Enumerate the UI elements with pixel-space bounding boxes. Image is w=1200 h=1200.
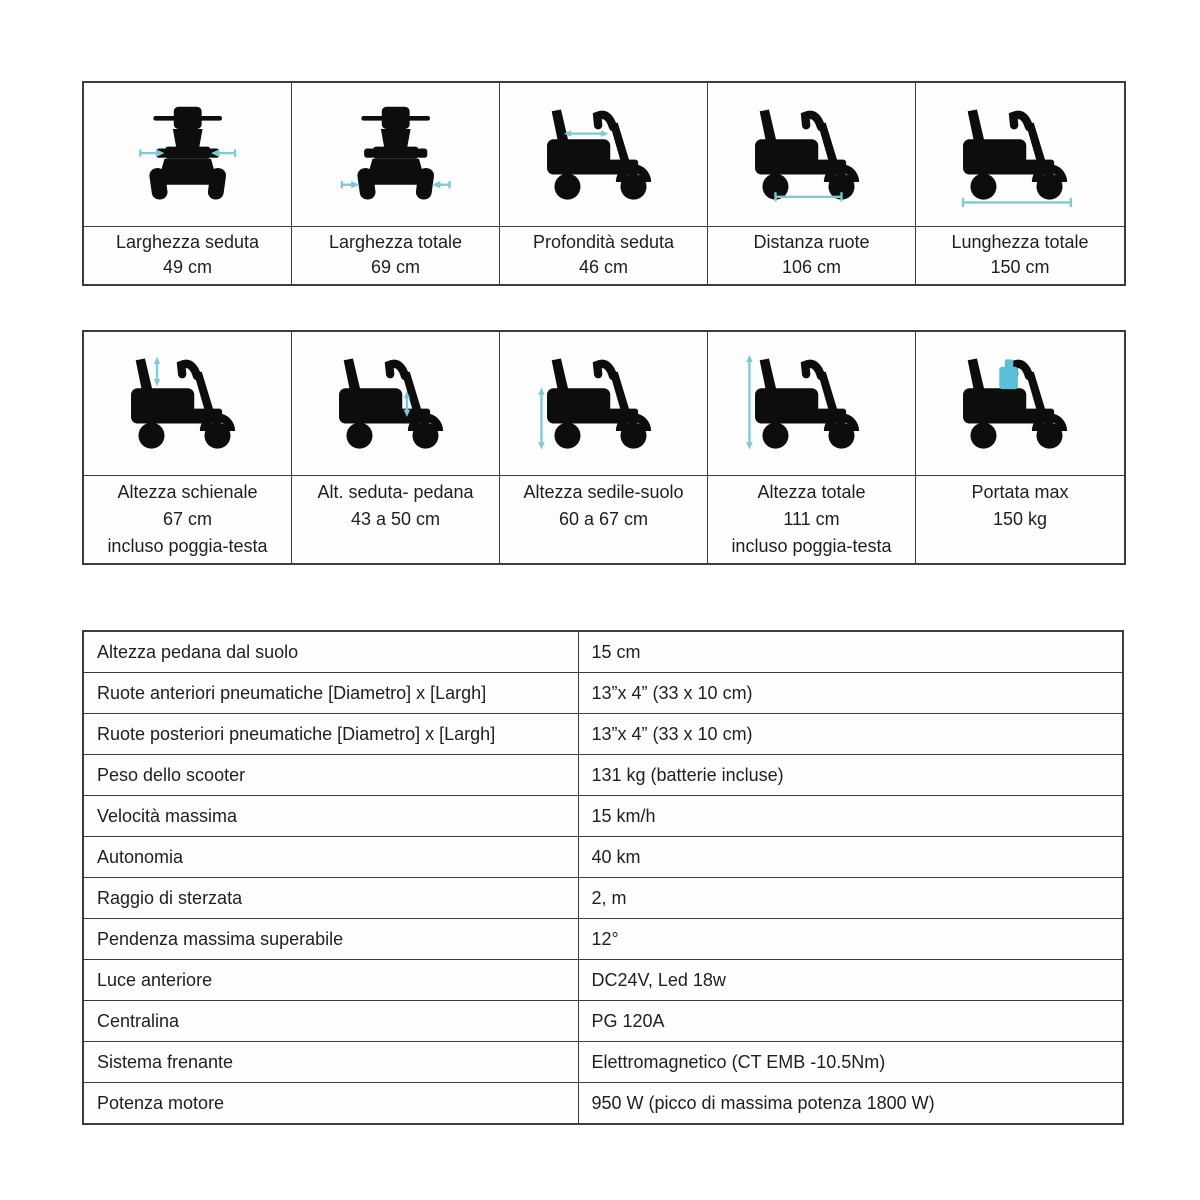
dimension-value: 69 cm bbox=[370, 257, 421, 277]
dim-cell-seat-width bbox=[84, 83, 292, 284]
seat-depth-icon bbox=[500, 83, 707, 227]
table-row bbox=[83, 1042, 1123, 1083]
dim-cell-total-width bbox=[292, 83, 500, 284]
dimension-label: Altezza sedile-suolo bbox=[523, 482, 684, 502]
scooter-front-view-icon bbox=[340, 103, 451, 207]
dim-label-box bbox=[708, 227, 915, 284]
dimension-value: 150 kg bbox=[992, 509, 1048, 529]
dimension-label: Altezza schienale bbox=[117, 482, 258, 502]
table-row bbox=[83, 755, 1123, 796]
dimension-value: 43 a 50 cm bbox=[350, 509, 441, 529]
seat-ground-height-icon bbox=[500, 332, 707, 476]
spec-value: 950 W (picco di massima potenza 1800 W) bbox=[578, 1083, 1123, 1125]
dimension-note: incluso poggia-testa bbox=[731, 536, 892, 556]
total-length-icon bbox=[916, 83, 1124, 227]
dimension-label: Profondità seduta bbox=[532, 232, 675, 252]
dimension-value: 46 cm bbox=[578, 257, 629, 277]
spec-label: Peso dello scooter bbox=[83, 755, 578, 796]
spec-label: Ruote anteriori pneumatiche [Diametro] x [Largh] bbox=[83, 673, 578, 714]
spec-label: Luce anteriore bbox=[83, 960, 578, 1001]
table-row bbox=[83, 1001, 1123, 1042]
dimension-label: Alt. seduta- pedana bbox=[317, 482, 474, 502]
table-row bbox=[83, 631, 1123, 673]
dimension-value: 106 cm bbox=[781, 257, 842, 277]
spec-value: 131 kg (batterie incluse) bbox=[578, 755, 1123, 796]
dimension-label: Distanza ruote bbox=[753, 232, 870, 252]
dimension-value: 150 cm bbox=[990, 257, 1050, 277]
dim-label-box bbox=[84, 476, 291, 563]
spec-value: 2, m bbox=[578, 878, 1123, 919]
spec-value: 13”x 4” (33 x 10 cm) bbox=[578, 714, 1123, 755]
dimension-note: incluso poggia-testa bbox=[107, 536, 268, 556]
scooter-side-view-icon bbox=[742, 351, 881, 457]
dim-label-box bbox=[916, 227, 1124, 284]
seat-footboard-height-icon bbox=[292, 332, 499, 476]
dim-cell-max-load bbox=[916, 332, 1124, 563]
spec-value: 13”x 4” (33 x 10 cm) bbox=[578, 673, 1123, 714]
dim-cell-seat-depth bbox=[500, 83, 708, 284]
dim-label-box bbox=[500, 227, 707, 284]
dimension-value: 111 cm bbox=[783, 509, 840, 529]
total-width-icon bbox=[292, 83, 499, 227]
total-height-icon bbox=[708, 332, 915, 476]
dimension-value: 67 cm bbox=[162, 509, 213, 529]
dim-cell-wheel-distance bbox=[708, 83, 916, 284]
spec-label: Velocità massima bbox=[83, 796, 578, 837]
table-row bbox=[83, 796, 1123, 837]
spec-value: 15 cm bbox=[578, 631, 1123, 673]
spec-label: Autonomia bbox=[83, 837, 578, 878]
spec-label: Altezza pedana dal suolo bbox=[83, 631, 578, 673]
backrest-height-icon bbox=[84, 332, 291, 476]
dimension-label: Larghezza totale bbox=[328, 232, 463, 252]
dimensions-table-heights bbox=[82, 330, 1126, 565]
scooter-side-view-icon bbox=[326, 351, 465, 457]
scooter-side-view-icon bbox=[534, 351, 673, 457]
table-row bbox=[83, 878, 1123, 919]
spec-label: Centralina bbox=[83, 1001, 578, 1042]
max-load-icon bbox=[916, 332, 1124, 476]
spec-label: Potenza motore bbox=[83, 1083, 578, 1125]
dim-label-box bbox=[500, 476, 707, 563]
wheel-distance-icon bbox=[708, 83, 915, 227]
dimension-label: Larghezza seduta bbox=[115, 232, 260, 252]
dim-label-box bbox=[708, 476, 915, 563]
spec-value: Elettromagnetico (CT EMB -10.5Nm) bbox=[578, 1042, 1123, 1083]
scooter-side-view-with-weight-icon bbox=[950, 351, 1089, 457]
dimension-label: Altezza totale bbox=[757, 482, 866, 502]
dimension-value: 49 cm bbox=[162, 257, 213, 277]
dim-cell-total-length bbox=[916, 83, 1124, 284]
dim-label-box bbox=[292, 227, 499, 284]
scooter-side-view-icon bbox=[534, 102, 673, 208]
scooter-side-view-icon bbox=[118, 351, 257, 457]
spec-value: DC24V, Led 18w bbox=[578, 960, 1123, 1001]
dimension-label: Portata max bbox=[971, 482, 1069, 502]
table-row bbox=[83, 837, 1123, 878]
seat-width-icon bbox=[84, 83, 291, 227]
spec-value: PG 120A bbox=[578, 1001, 1123, 1042]
table-row bbox=[83, 673, 1123, 714]
dim-label-box bbox=[292, 476, 499, 563]
scooter-side-view-icon bbox=[742, 102, 881, 208]
dim-cell-seat-ground-height bbox=[500, 332, 708, 563]
dimensions-table-widths bbox=[82, 81, 1126, 286]
spec-label: Sistema frenante bbox=[83, 1042, 578, 1083]
scooter-front-view-icon bbox=[132, 103, 243, 207]
dim-cell-seat-footboard-height bbox=[292, 332, 500, 563]
table-row bbox=[83, 960, 1123, 1001]
dim-label-box bbox=[84, 227, 291, 284]
table-row bbox=[83, 919, 1123, 960]
dim-cell-total-height bbox=[708, 332, 916, 563]
scooter-side-view-icon bbox=[950, 102, 1089, 208]
spec-label: Pendenza massima superabile bbox=[83, 919, 578, 960]
dim-cell-backrest-height bbox=[84, 332, 292, 563]
table-row bbox=[83, 714, 1123, 755]
dimension-value: 60 a 67 cm bbox=[558, 509, 649, 529]
spec-value: 12° bbox=[578, 919, 1123, 960]
spec-value: 40 km bbox=[578, 837, 1123, 878]
dim-label-box bbox=[916, 476, 1124, 563]
spec-label: Raggio di sterzata bbox=[83, 878, 578, 919]
spec-label: Ruote posteriori pneumatiche [Diametro] x [Largh] bbox=[83, 714, 578, 755]
specifications-table bbox=[82, 630, 1124, 1125]
spec-value: 15 km/h bbox=[578, 796, 1123, 837]
dimension-label: Lunghezza totale bbox=[951, 232, 1089, 252]
table-row bbox=[83, 1083, 1123, 1125]
